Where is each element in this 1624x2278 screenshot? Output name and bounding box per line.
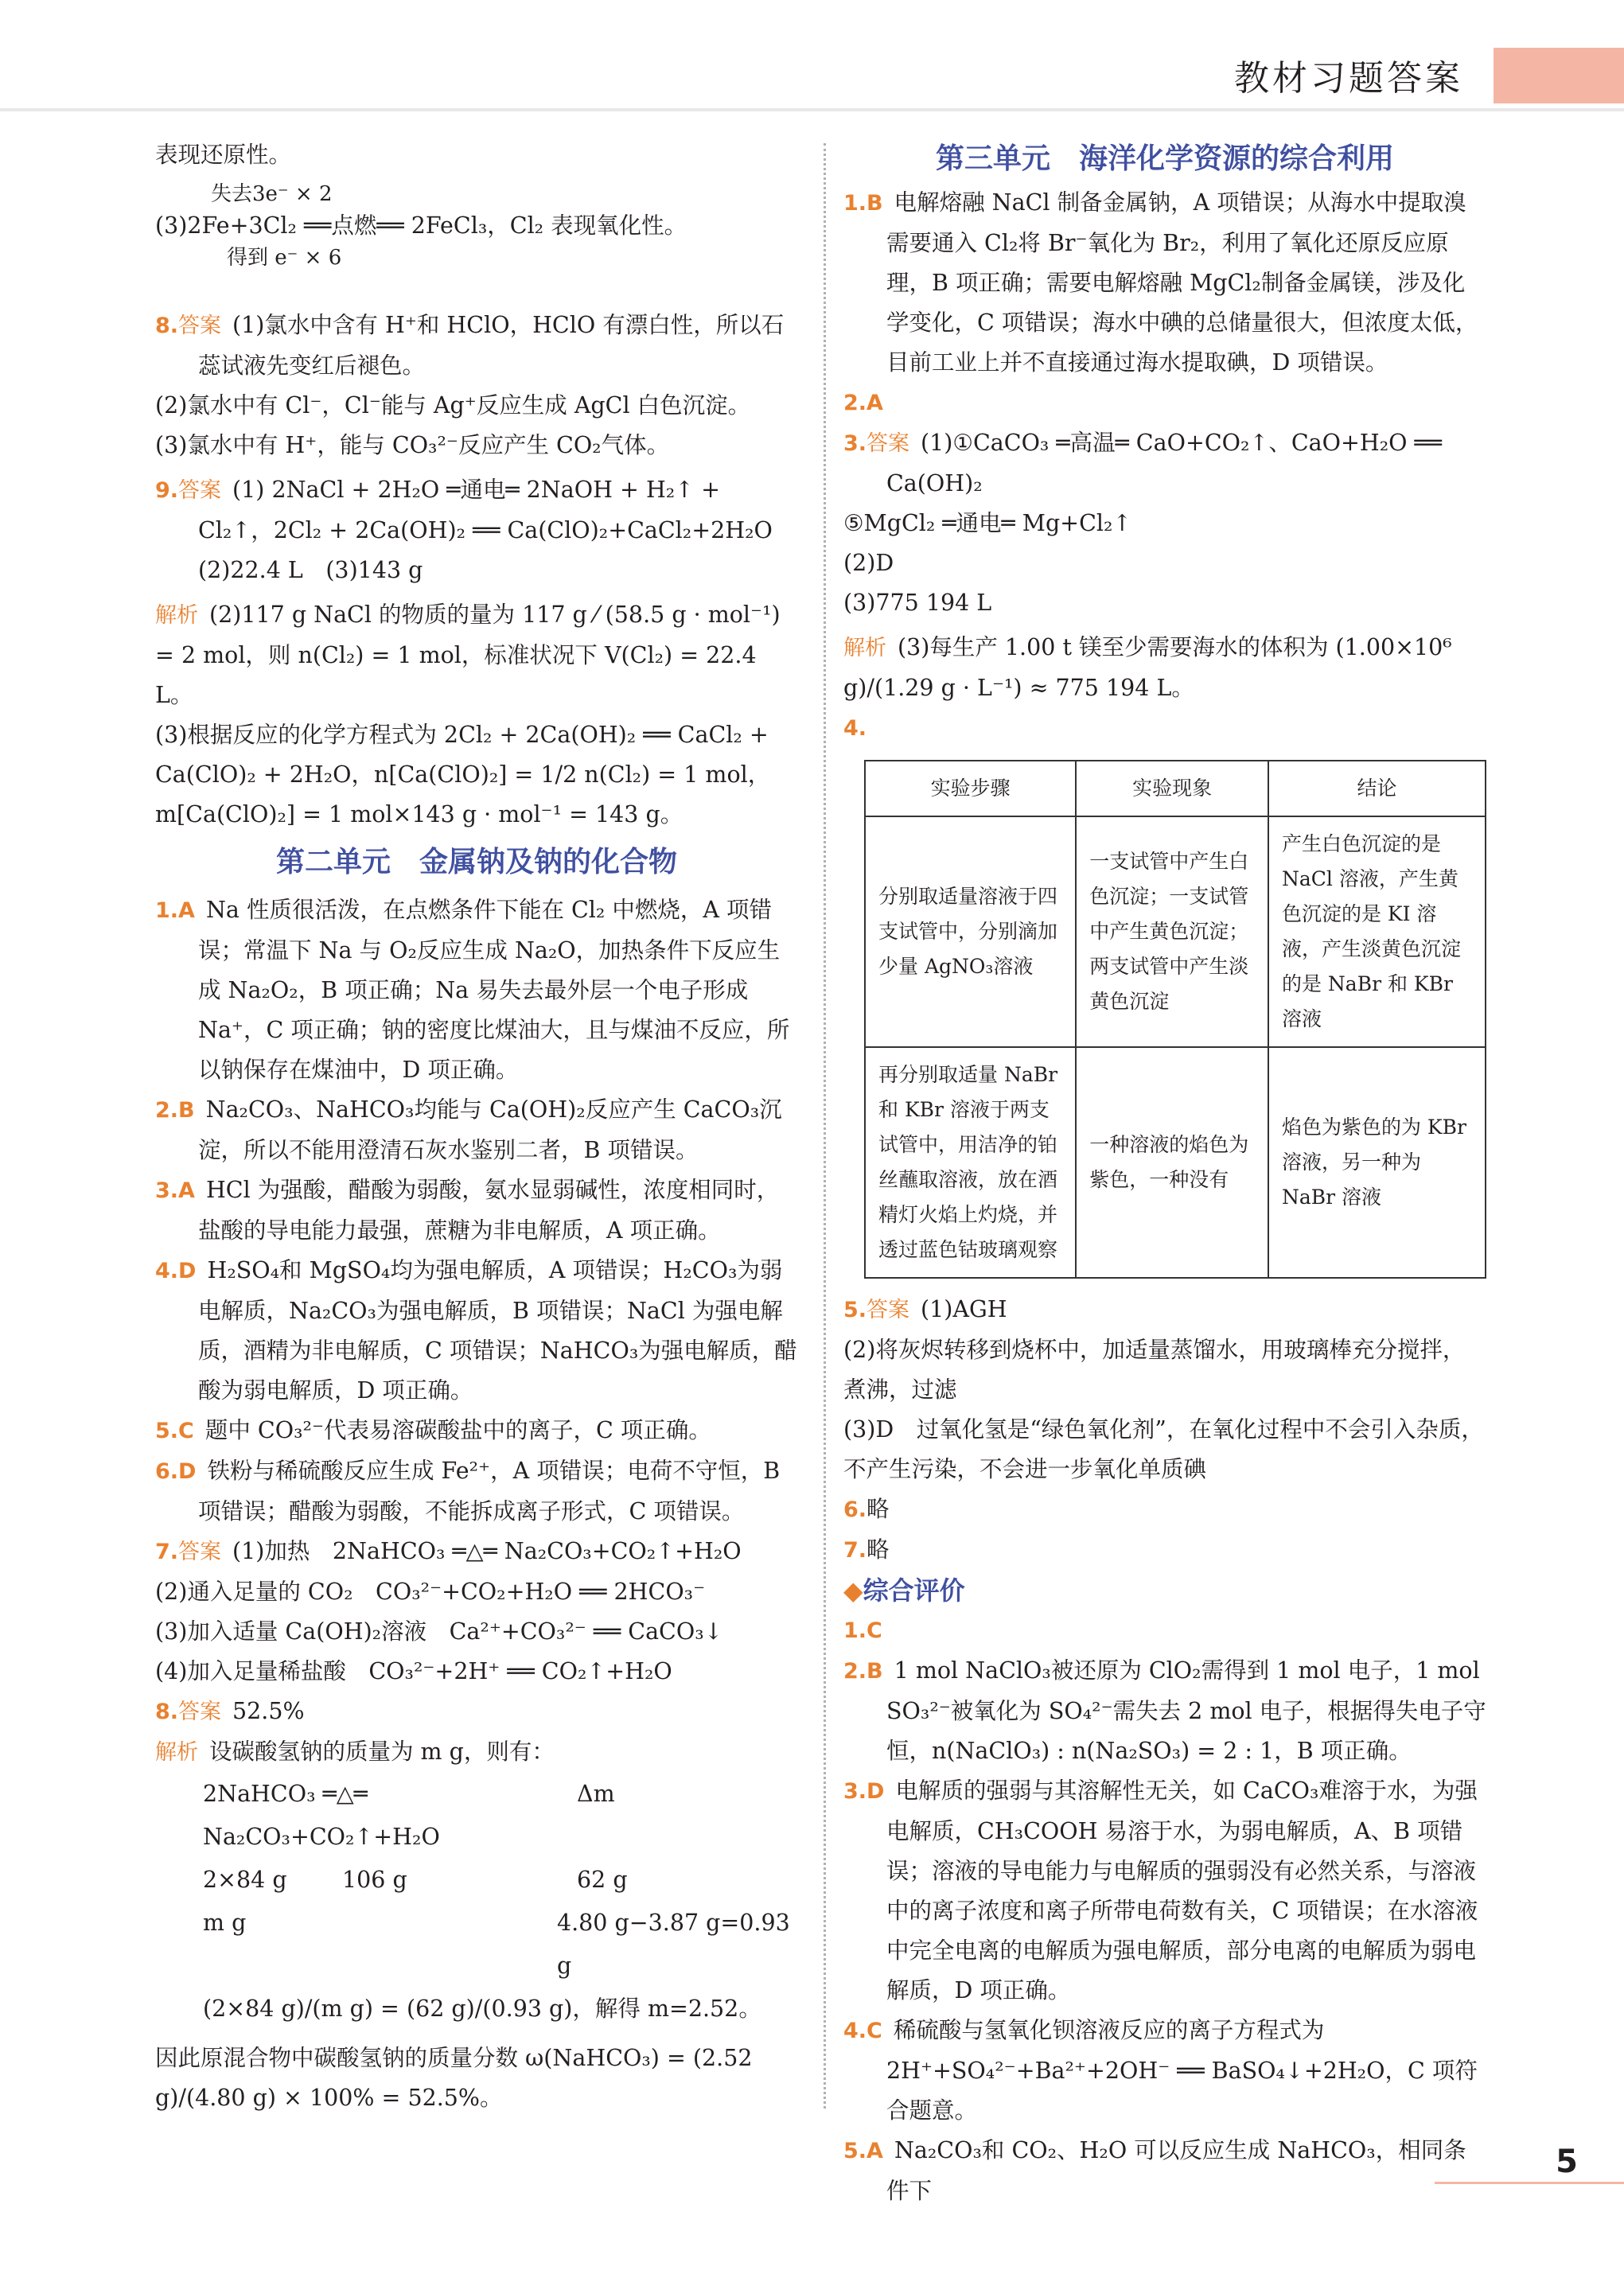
r5-text1: (1)AGH — [921, 1296, 1007, 1322]
item-text: 1 mol NaClO₃被还原为 ClO₂需得到 1 mol 电子，1 mol SO₃²⁻被氧化为 SO₄²⁻需失去 2 mol 电子，根据得失电子守恒，n(NaClO₃) : n(Na₂SO₃) = 2 : 1，B 项正确。 — [886, 1657, 1486, 1764]
r3-text5: (3)每生产 1.00 t 镁至少需要海水的体积为 (1.00×10⁶ g)/(1.29 g · L⁻¹) ≈ 775 194 L。 — [843, 634, 1452, 701]
calc-row-4: (2×84 g)/(m g) = (62 g)/(0.93 g)，解得 m=2.52。 — [203, 1996, 761, 2022]
q7-line3: (3)加入适量 Ca(OH)₂溶液 Ca²⁺+CO₃²⁻ ══ CaCO₃↓ — [155, 1618, 723, 1645]
list-item — [155, 1170, 798, 1251]
item-text: H₂SO₄和 MgSO₄均为强电解质，A 项错误；H₂CO₃为弱电解质，Na₂CO₃为强电解质，B 项错误；NaCl 为强电解质，酒精为非电解质，C 项错误；NaHCO₃为强电解质，醋酸为弱电解质，D 项正确。 — [198, 1257, 797, 1404]
item-number: 3.D — [843, 1779, 885, 1804]
r3-line5 — [843, 628, 1486, 708]
q8a-line3: (3)氯水中有 H⁺，能与 CO₃²⁻反应产生 CO₂气体。 — [155, 432, 670, 458]
r3-line2: ⑤MgCl₂ ═通电═ Mg+Cl₂↑ — [843, 510, 1132, 536]
q8b-number: 8. — [155, 1700, 179, 1724]
left-items — [155, 890, 798, 1532]
q9-analysis-tag: 解析 — [155, 603, 198, 628]
item-number: 1.C — [843, 1618, 882, 1643]
header-title: 教材习题答案 — [1234, 58, 1463, 99]
eval-items — [843, 1610, 1486, 2211]
eval-heading — [843, 1571, 1486, 1610]
list-item — [843, 1610, 1486, 1651]
item-text: 电解质的强弱与其溶解性无关，如 CaCO₃难溶于水，为强电解质，CH₃COOH 易溶于水，为弱电解质，A、B 项错误；溶液的导电能力与电解质的强弱没有必然关系，与溶液中的离子浓度和离子所带电荷数有关，C 项错误；在水溶液中完全电离的电解质为强电解质，部分电离的电解质为弱电解质，D 项正确。 — [886, 1778, 1478, 2003]
r3-line3: (2)D — [843, 550, 894, 576]
list-item — [843, 1771, 1486, 2011]
q7-line4: (4)加入足量稀盐酸 CO₃²⁻+2H⁺ ══ CO₂↑+H₂O — [155, 1658, 672, 1684]
table-cell: 一支试管中产生白色沉淀；一支试管中产生黄色沉淀；两支试管中产生淡黄色沉淀 — [1076, 816, 1268, 1047]
item-number: 3.A — [155, 1178, 195, 1203]
section-3-title: 第三单元 海洋化学资源的综合利用 — [935, 142, 1394, 175]
calc-row-1 — [203, 1773, 798, 1859]
r7-number: 7. — [843, 1538, 867, 1563]
table-header-phenomenon: 实验现象 — [1076, 761, 1268, 816]
calc-block — [155, 1773, 798, 2031]
r1-item — [843, 183, 1486, 383]
q9-tag: 答案 — [178, 478, 222, 503]
page-number-rule — [1435, 2182, 1624, 2184]
item-text: 铁粉与稀硫酸反应生成 Fe²⁺，A 项错误；电荷不守恒，B 项错误；醋酸为弱酸，不能拆成离子形式，C 项错误。 — [198, 1458, 781, 1525]
r7-text: 略 — [867, 1536, 890, 1563]
column-divider — [824, 143, 826, 2109]
list-item — [155, 1090, 798, 1170]
r5-number: 5. — [843, 1298, 867, 1322]
r4-number: 4. — [843, 716, 867, 741]
r2-number: 2.A — [843, 391, 883, 415]
q8a-line2: (2)氯水中有 Cl⁻，Cl⁻能与 Ag⁺反应生成 AgCl 白色沉淀。 — [155, 392, 751, 419]
r6-item — [843, 1489, 1486, 1530]
item-number: 2.B — [155, 1098, 195, 1123]
calc-r2-b: 106 g — [342, 1867, 407, 1893]
item-number: 2.B — [843, 1659, 883, 1684]
page-number: 5 — [1556, 2144, 1578, 2180]
item-number: 6.D — [155, 1459, 197, 1484]
q8a-number: 8. — [155, 313, 179, 338]
item-text: 题中 CO₃²⁻代表易溶碳酸盐中的离子，C 项正确。 — [204, 1417, 711, 1443]
calc-r3-a: m g — [203, 1910, 247, 1936]
list-item — [155, 1451, 798, 1532]
q9-text2: (2)117 g NaCl 的物质的量为 117 g ⁄ (58.5 g · mol⁻¹) = 2 mol，则 n(Cl₂) = 1 mol，标准状况下 V(Cl₂) = 22.4 L。 — [155, 602, 781, 708]
redox-equation: (3)2Fe+3Cl₂ ══点燃══ 2FeCl₃，Cl₂ 表现氧化性。 — [155, 212, 687, 239]
table-header-step: 实验步骤 — [865, 761, 1076, 816]
item-text: Na₂CO₃、NaHCO₃均能与 Ca(OH)₂反应产生 CaCO₃沉淀，所以不能用澄清石灰水鉴别二者，B 项错误。 — [198, 1096, 782, 1163]
r3-tag: 答案 — [867, 431, 910, 456]
q9-text1: (1) 2NaCl + 2H₂O ═通电═ 2NaOH + H₂↑ + Cl₂↑，2Cl₂ + 2Ca(OH)₂ ══ Ca(ClO)₂+CaCl₂+2H₂O (2)22.4 L (3)143 g — [198, 477, 796, 583]
q8b-text1: 设碳酸氢钠的质量为 m g，则有： — [209, 1739, 555, 1765]
list-item — [155, 890, 798, 1090]
item-number: 5.A — [843, 2139, 883, 2163]
q9-number: 9. — [155, 478, 179, 503]
q7-text1: (1)加热 2NaHCO₃ ═△═ Na₂CO₃+CO₂↑+H₂O — [232, 1538, 742, 1564]
list-item — [155, 1411, 798, 1451]
r2-item — [843, 383, 1486, 423]
item-text: Na₂CO₃和 CO₂、H₂O 可以反应生成 NaHCO₃，相同条件下 — [886, 2137, 1466, 2204]
item-number: 5.C — [155, 1419, 194, 1443]
section-2-title: 第二单元 金属钠及钠的化合物 — [275, 846, 677, 878]
table-cell: 再分别取适量 NaBr 和 KBr 溶液于两支试管中，用洁净的铂丝蘸取溶液，放在酒精灯火焰上灼烧，并透过蓝色钴玻璃观察 — [865, 1047, 1076, 1278]
list-item — [155, 1251, 798, 1411]
table-row — [865, 1047, 1486, 1278]
header-rule — [0, 108, 1624, 111]
r5-line3: (3)D 过氧化氢是“绿色氧化剂”，在氧化过程中不会引入杂质，不产生污染，不会进一步氧化单质碘 — [843, 1416, 1484, 1482]
q8b-line1 — [155, 1692, 798, 1732]
q8b-tag: 答案 — [178, 1700, 222, 1724]
r3-text1: (1)①CaCO₃ ═高温═ CaO+CO₂↑、CaO+H₂O ══ Ca(OH)₂ — [886, 430, 1442, 496]
r3-number: 3. — [843, 431, 867, 456]
table-cell: 一种溶液的焰色为紫色，一种没有 — [1076, 1047, 1268, 1278]
item-number: 1.A — [155, 898, 195, 923]
q7-tag: 答案 — [178, 1540, 222, 1564]
r3-analysis-tag: 解析 — [843, 636, 886, 660]
table-cell: 分别取适量溶液于四支试管中，分别滴加少量 AgNO₃溶液 — [865, 816, 1076, 1047]
q7-line2: (2)通入足量的 CO₂ CO₃²⁻+CO₂+H₂O ══ 2HCO₃⁻ — [155, 1579, 706, 1605]
r1-number: 1.B — [843, 191, 883, 216]
q8b-answer: 52.5% — [232, 1698, 305, 1724]
right-column — [843, 135, 1486, 2211]
r5-tag: 答案 — [867, 1298, 910, 1322]
table-cell: 产生白色沉淀的是 NaCl 溶液，产生黄色沉淀的是 KI 溶液，产生淡黄色沉淀的是 NaBr 和 KBr 溶液 — [1268, 816, 1486, 1047]
item-text: 稀硫酸与氢氧化钡溶液反应的离子方程式为 2H⁺+SO₄²⁻+Ba²⁺+2OH⁻ ══ BaSO₄↓+2H₂O，C 项符合题意。 — [886, 2017, 1478, 2124]
q8b-analysis-tag: 解析 — [155, 1740, 198, 1765]
table-row — [865, 816, 1486, 1047]
calc-r1-eq: 2NaHCO₃ ═△═ Na₂CO₃+CO₂↑+H₂O — [203, 1781, 440, 1850]
r5-line1 — [843, 1290, 1486, 1330]
q7-line1 — [155, 1532, 798, 1572]
diamond-icon: ◆ — [843, 1575, 863, 1606]
r3-line4: (3)775 194 L — [843, 590, 992, 616]
calc-r2-c: 62 g — [577, 1867, 628, 1893]
q8a-tag: 答案 — [178, 313, 222, 338]
r6-text: 略 — [867, 1496, 890, 1522]
item-text: Na 性质很活泼，在点燃条件下能在 Cl₂ 中燃烧，A 项错误；常温下 Na 与 O₂反应生成 Na₂O，加热条件下反应生成 Na₂O₂，B 项正确；Na 易失去最外层一个电子形成 Na⁺，C 项正确；钠的密度比煤油大，且与煤油不反应，所以钠保存在煤油中，D 项正确。 — [198, 897, 790, 1083]
header-accent-bar — [1494, 48, 1624, 103]
calc-r1-dm: Δm — [577, 1781, 615, 1807]
q7-number: 7. — [155, 1540, 179, 1564]
q9-line2 — [155, 595, 798, 715]
q8a-line1 — [155, 306, 798, 386]
eval-title: 综合评价 — [863, 1575, 965, 1606]
redox-top-label: 失去3e⁻ × 2 — [211, 182, 333, 206]
calc-row-2 — [203, 1859, 798, 1902]
redox-diagram — [155, 178, 798, 274]
intro-text: 表现还原性。 — [155, 142, 292, 168]
table-header-conclusion: 结论 — [1268, 761, 1486, 816]
table-cell: 焰色为紫色的为 KBr 溶液，另一种为 NaBr 溶液 — [1268, 1047, 1486, 1278]
q8b-line3: 因此原混合物中碳酸氢钠的质量分数 ω(NaHCO₃) = (2.52 g)/(4.80 g) × 100% = 52.5%。 — [155, 2045, 753, 2111]
experiment-table — [864, 760, 1486, 1279]
calc-r2-a: 2×84 g — [203, 1867, 287, 1893]
q9-line3: (3)根据反应的化学方程式为 2Cl₂ + 2Ca(OH)₂ ══ CaCl₂ + Ca(ClO)₂ + 2H₂O，n[Ca(ClO)₂] = 1/2 n(Cl₂) = 1 mol，m[Ca(ClO)₂] = 1 mol×143 g · mol⁻¹ = 143 g。 — [155, 722, 771, 827]
r1-text: 电解熔融 NaCl 制备金属钠，A 项错误；从海水中提取溴需要通入 Cl₂将 Br⁻氧化为 Br₂，利用了氧化还原反应原理，B 项正确；需要电解熔融 MgCl₂制备金属镁，涉及化学变化，C 项错误；海水中碘的总储量很大，但浓度太低，目前工业上并不直接通过海水提取碘，D 项错误。 — [886, 189, 1478, 376]
list-item — [843, 2011, 1486, 2131]
table-header-row — [865, 761, 1486, 816]
r3-line1 — [843, 423, 1486, 504]
q8a-text1: (1)氯水中含有 H⁺和 HClO，HClO 有漂白性，所以石蕊试液先变红后褪色。 — [198, 312, 785, 379]
q9-line1 — [155, 470, 798, 590]
calc-row-3 — [203, 1902, 798, 1988]
redox-bottom-label: 得到 e⁻ × 6 — [227, 246, 342, 270]
r4-item — [843, 708, 1486, 749]
item-number: 4.D — [155, 1259, 197, 1283]
list-item — [843, 1651, 1486, 1771]
item-text: HCl 为强酸，醋酸为弱酸，氨水显弱碱性，浓度相同时，盐酸的导电能力最强，蔗糖为非电解质，A 项正确。 — [198, 1177, 780, 1244]
r6-number: 6. — [843, 1497, 867, 1522]
list-item — [843, 2131, 1486, 2211]
calc-r3-b: 4.80 g−3.87 g=0.93 g — [556, 1910, 790, 1979]
r7-item — [843, 1530, 1486, 1571]
left-column — [155, 135, 798, 2118]
r5-line2: (2)将灰烬转移到烧杯中，加适量蒸馏水，用玻璃棒充分搅拌，煮沸，过滤 — [843, 1337, 1466, 1403]
q8b-line2 — [155, 1732, 798, 1773]
item-number: 4.C — [843, 2019, 882, 2043]
